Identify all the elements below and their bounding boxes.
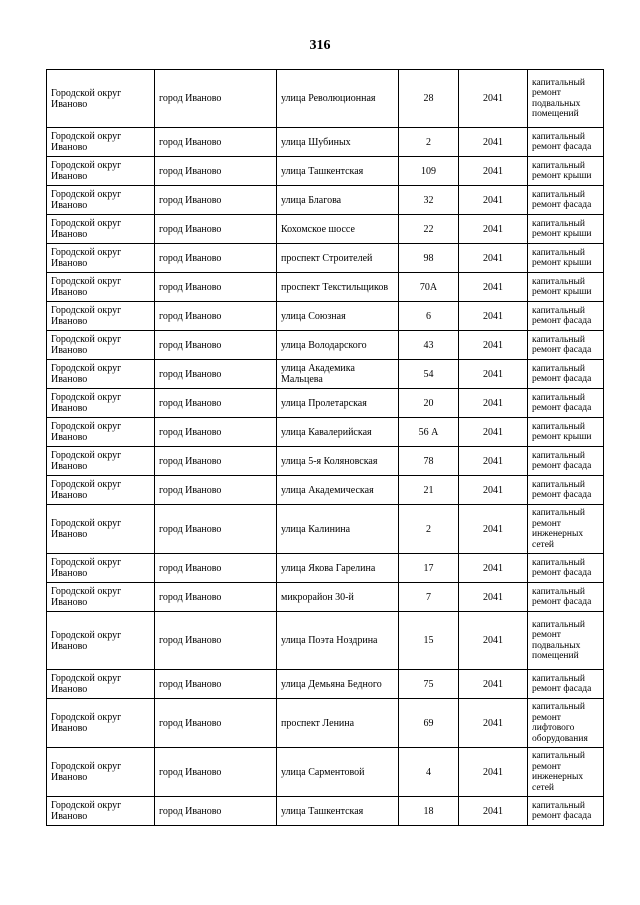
cell-house-number: 69 <box>399 699 459 748</box>
cell-street: проспект Ленина <box>277 699 399 748</box>
cell-city: город Иваново <box>155 157 277 186</box>
cell-year: 2041 <box>459 476 528 505</box>
cell-work-type: капитальный ремонт крыши <box>528 215 604 244</box>
cell-city: город Иваново <box>155 699 277 748</box>
cell-work-type: капитальный ремонт подвальных помещений <box>528 612 604 670</box>
cell-year: 2041 <box>459 748 528 797</box>
cell-district: Городской округ Иваново <box>47 670 155 699</box>
cell-district: Городской округ Иваново <box>47 797 155 826</box>
cell-city: город Иваново <box>155 273 277 302</box>
cell-year: 2041 <box>459 157 528 186</box>
cell-district: Городской округ Иваново <box>47 447 155 476</box>
cell-city: город Иваново <box>155 612 277 670</box>
cell-work-type: капитальный ремонт фасада <box>528 128 604 157</box>
cell-house-number: 56 А <box>399 418 459 447</box>
cell-district: Городской округ Иваново <box>47 505 155 554</box>
cell-year: 2041 <box>459 797 528 826</box>
cell-year: 2041 <box>459 70 528 128</box>
table-row <box>47 418 604 447</box>
cell-work-type: капитальный ремонт фасада <box>528 583 604 612</box>
cell-street: улица Союзная <box>277 302 399 331</box>
cell-city: город Иваново <box>155 244 277 273</box>
cell-work-type: капитальный ремонт фасада <box>528 186 604 215</box>
cell-street: микрорайон 30-й <box>277 583 399 612</box>
cell-city: город Иваново <box>155 302 277 331</box>
cell-street: улица Демьяна Бедного <box>277 670 399 699</box>
cell-street: улица 5-я Коляновская <box>277 447 399 476</box>
cell-house-number: 4 <box>399 748 459 797</box>
cell-work-type: капитальный ремонт крыши <box>528 273 604 302</box>
cell-house-number: 15 <box>399 612 459 670</box>
cell-city: город Иваново <box>155 389 277 418</box>
cell-district: Городской округ Иваново <box>47 186 155 215</box>
table-row <box>47 215 604 244</box>
cell-house-number: 22 <box>399 215 459 244</box>
cell-year: 2041 <box>459 331 528 360</box>
cell-city: город Иваново <box>155 331 277 360</box>
cell-work-type: капитальный ремонт инженерных сетей <box>528 748 604 797</box>
table-row <box>47 331 604 360</box>
cell-city: город Иваново <box>155 128 277 157</box>
table-row <box>47 273 604 302</box>
cell-work-type: капитальный ремонт инженерных сетей <box>528 505 604 554</box>
table-row <box>47 244 604 273</box>
cell-house-number: 75 <box>399 670 459 699</box>
cell-year: 2041 <box>459 389 528 418</box>
cell-district: Городской округ Иваново <box>47 389 155 418</box>
table-row <box>47 583 604 612</box>
cell-year: 2041 <box>459 505 528 554</box>
cell-street: улица Шубиных <box>277 128 399 157</box>
page-number: 316 <box>309 38 331 53</box>
cell-work-type: капитальный ремонт крыши <box>528 157 604 186</box>
cell-house-number: 54 <box>399 360 459 389</box>
cell-house-number: 70А <box>399 273 459 302</box>
cell-house-number: 6 <box>399 302 459 331</box>
cell-district: Городской округ Иваново <box>47 302 155 331</box>
cell-house-number: 78 <box>399 447 459 476</box>
cell-year: 2041 <box>459 186 528 215</box>
cell-street: улица Благова <box>277 186 399 215</box>
cell-year: 2041 <box>459 244 528 273</box>
cell-city: город Иваново <box>155 418 277 447</box>
table-row <box>47 360 604 389</box>
cell-city: город Иваново <box>155 70 277 128</box>
cell-district: Городской округ Иваново <box>47 157 155 186</box>
cell-work-type: капитальный ремонт подвальных помещений <box>528 70 604 128</box>
cell-street: Кохомское шоссе <box>277 215 399 244</box>
cell-district: Городской округ Иваново <box>47 244 155 273</box>
cell-district: Городской округ Иваново <box>47 360 155 389</box>
cell-district: Городской округ Иваново <box>47 331 155 360</box>
cell-house-number: 2 <box>399 128 459 157</box>
cell-work-type: капитальный ремонт крыши <box>528 418 604 447</box>
cell-street: улица Поэта Ноздрина <box>277 612 399 670</box>
cell-house-number: 109 <box>399 157 459 186</box>
cell-district: Городской округ Иваново <box>47 70 155 128</box>
table-row <box>47 128 604 157</box>
cell-district: Городской округ Иваново <box>47 612 155 670</box>
cell-city: город Иваново <box>155 360 277 389</box>
cell-year: 2041 <box>459 418 528 447</box>
cell-work-type: капитальный ремонт фасада <box>528 797 604 826</box>
cell-street: улица Ташкентская <box>277 797 399 826</box>
cell-work-type: капитальный ремонт фасада <box>528 447 604 476</box>
cell-street: проспект Строителей <box>277 244 399 273</box>
cell-street: улица Пролетарская <box>277 389 399 418</box>
cell-city: город Иваново <box>155 583 277 612</box>
cell-street: улица Академика Мальцева <box>277 360 399 389</box>
cell-year: 2041 <box>459 612 528 670</box>
cell-house-number: 43 <box>399 331 459 360</box>
cell-house-number: 28 <box>399 70 459 128</box>
cell-district: Городской округ Иваново <box>47 748 155 797</box>
cell-street: проспект Текстильщиков <box>277 273 399 302</box>
cell-work-type: капитальный ремонт лифтового оборудования <box>528 699 604 748</box>
cell-house-number: 21 <box>399 476 459 505</box>
cell-work-type: капитальный ремонт фасада <box>528 360 604 389</box>
cell-street: улица Кавалерийская <box>277 418 399 447</box>
table-row <box>47 797 604 826</box>
cell-year: 2041 <box>459 583 528 612</box>
cell-district: Городской округ Иваново <box>47 554 155 583</box>
cell-work-type: капитальный ремонт фасада <box>528 476 604 505</box>
cell-house-number: 2 <box>399 505 459 554</box>
cell-street: улица Володарского <box>277 331 399 360</box>
cell-house-number: 17 <box>399 554 459 583</box>
cell-street: улица Ташкентская <box>277 157 399 186</box>
table-row <box>47 505 604 554</box>
cell-street: улица Академическая <box>277 476 399 505</box>
cell-house-number: 32 <box>399 186 459 215</box>
cell-year: 2041 <box>459 128 528 157</box>
cell-city: город Иваново <box>155 554 277 583</box>
cell-work-type: капитальный ремонт фасада <box>528 302 604 331</box>
cell-street: улица Якова Гарелина <box>277 554 399 583</box>
cell-year: 2041 <box>459 670 528 699</box>
cell-year: 2041 <box>459 302 528 331</box>
cell-year: 2041 <box>459 447 528 476</box>
table-row <box>47 476 604 505</box>
cell-city: город Иваново <box>155 476 277 505</box>
table-row <box>47 186 604 215</box>
table-row <box>47 302 604 331</box>
cell-house-number: 20 <box>399 389 459 418</box>
cell-work-type: капитальный ремонт фасада <box>528 554 604 583</box>
cell-city: город Иваново <box>155 797 277 826</box>
cell-work-type: капитальный ремонт фасада <box>528 331 604 360</box>
cell-district: Городской округ Иваново <box>47 215 155 244</box>
cell-year: 2041 <box>459 360 528 389</box>
cell-street: улица Сарментовой <box>277 748 399 797</box>
cell-district: Городской округ Иваново <box>47 583 155 612</box>
cell-house-number: 18 <box>399 797 459 826</box>
table-body <box>47 70 604 826</box>
table-row <box>47 554 604 583</box>
cell-city: город Иваново <box>155 748 277 797</box>
cell-work-type: капитальный ремонт фасада <box>528 670 604 699</box>
cell-city: город Иваново <box>155 186 277 215</box>
cell-year: 2041 <box>459 699 528 748</box>
table-row <box>47 389 604 418</box>
cell-year: 2041 <box>459 273 528 302</box>
cell-city: город Иваново <box>155 215 277 244</box>
cell-city: город Иваново <box>155 447 277 476</box>
table-row <box>47 670 604 699</box>
cell-street: улица Революционная <box>277 70 399 128</box>
cell-district: Городской округ Иваново <box>47 418 155 447</box>
repair-schedule-table <box>46 69 604 826</box>
cell-work-type: капитальный ремонт фасада <box>528 389 604 418</box>
cell-district: Городской округ Иваново <box>47 128 155 157</box>
table-row <box>47 447 604 476</box>
cell-district: Городской округ Иваново <box>47 699 155 748</box>
table-row <box>47 157 604 186</box>
cell-year: 2041 <box>459 554 528 583</box>
cell-district: Городской округ Иваново <box>47 273 155 302</box>
cell-work-type: капитальный ремонт крыши <box>528 244 604 273</box>
cell-year: 2041 <box>459 215 528 244</box>
cell-street: улица Калинина <box>277 505 399 554</box>
cell-district: Городской округ Иваново <box>47 476 155 505</box>
cell-city: город Иваново <box>155 670 277 699</box>
cell-house-number: 98 <box>399 244 459 273</box>
cell-house-number: 7 <box>399 583 459 612</box>
table-row <box>47 699 604 748</box>
table-row <box>47 70 604 128</box>
table-row <box>47 748 604 797</box>
cell-city: город Иваново <box>155 505 277 554</box>
table-row <box>47 612 604 670</box>
